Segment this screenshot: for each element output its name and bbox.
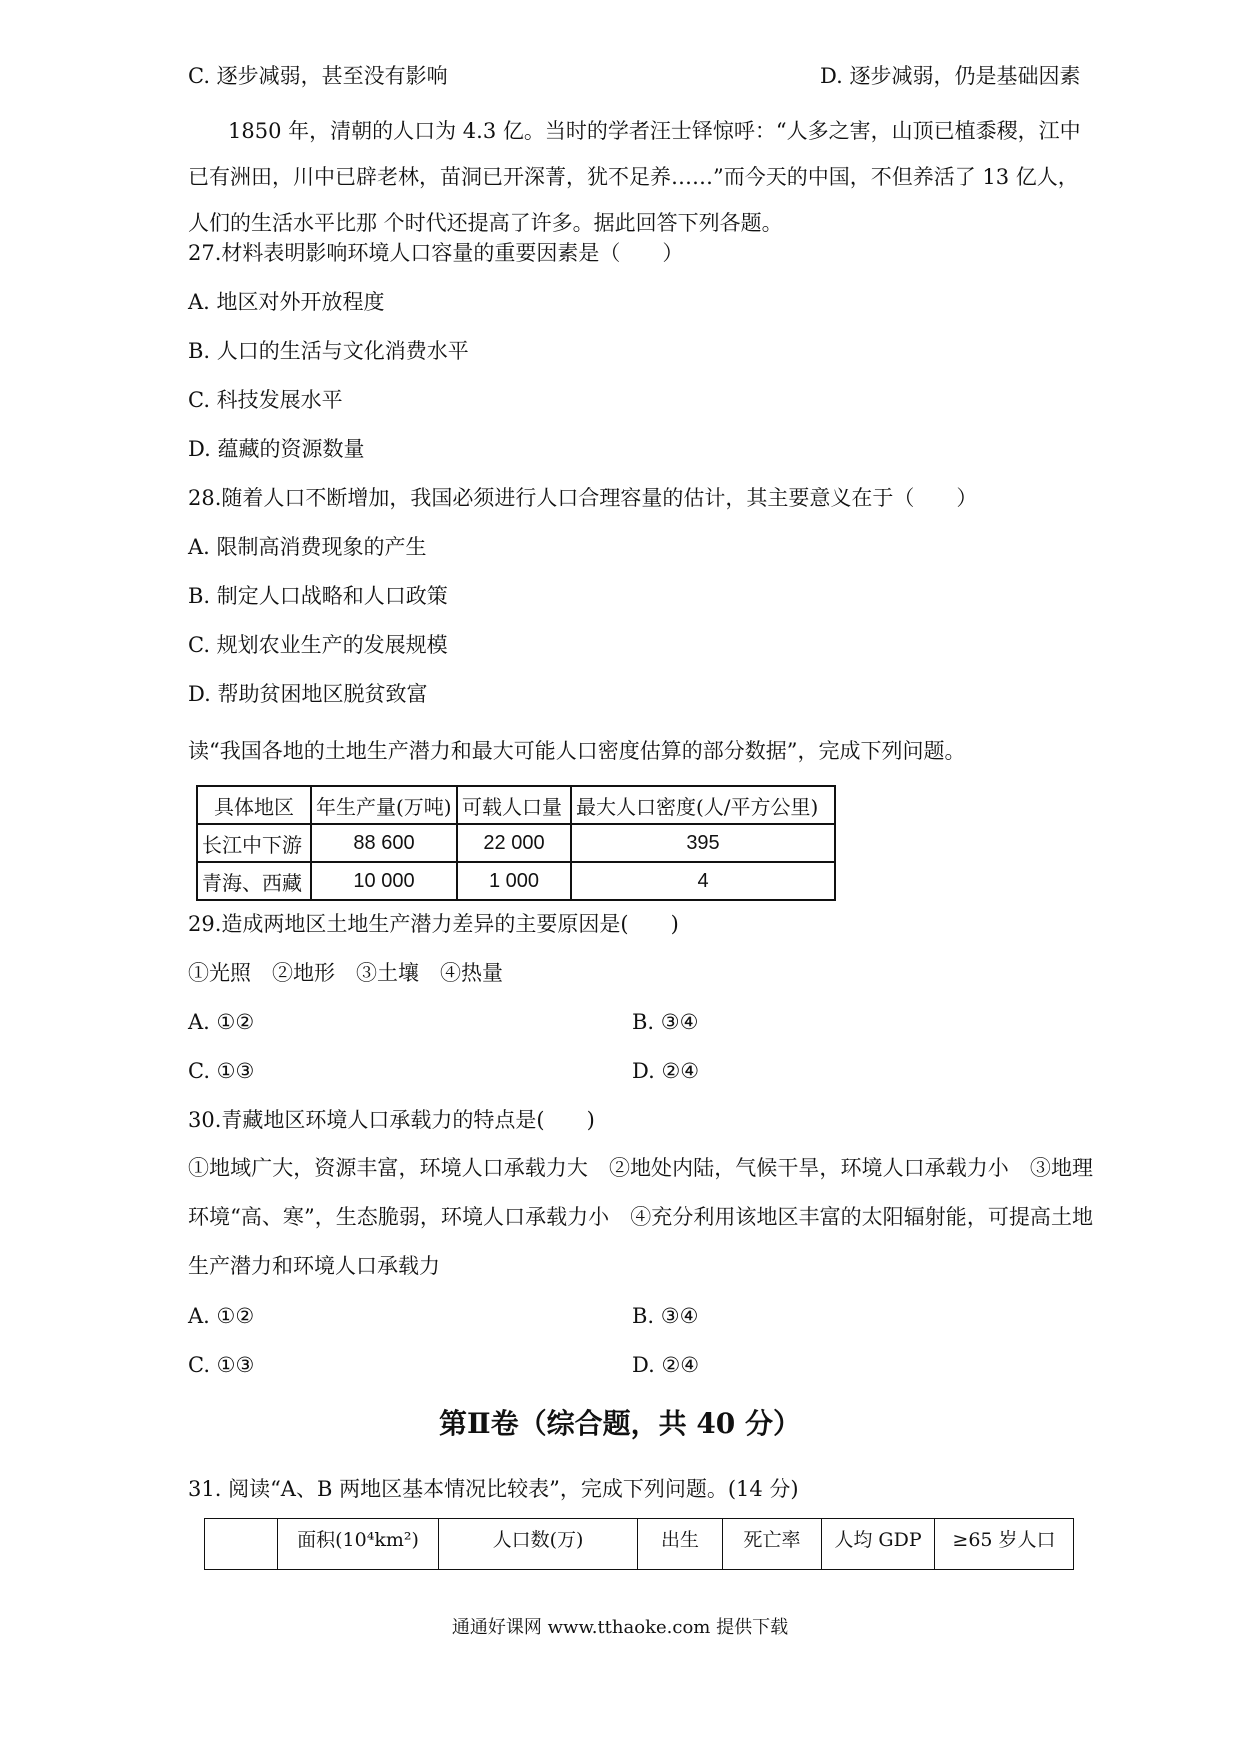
table-cell: 1 000	[457, 862, 571, 900]
question-31-stem: 31. 阅读“A、B 两地区基本情况比较表”，完成下列问题。(14 分)	[188, 1477, 799, 1501]
question-30-option-c: C. ①③	[188, 1353, 255, 1377]
question-30-items: ①地域广大，资源丰富，环境人口承载力大 ②地处内陆，气候干旱，环境人口承载力小 ③地理环境“高、寒”，生态脆弱，环境人口承载力小 ④充分利用该地区丰富的太阳辐射能，可提高土地生产潜力和环境人口承载力	[188, 1156, 1093, 1278]
question-28-option-c: C. 规划农业生产的发展规模	[188, 633, 448, 657]
table-header-cell: 最大人口密度(人/平方公里)	[571, 786, 835, 824]
reading-passage	[188, 108, 1093, 246]
question-30-option-b: B. ③④	[632, 1304, 699, 1328]
question-29-option-a: A. ①②	[188, 1010, 255, 1034]
table-header-row	[197, 786, 835, 824]
region-comparison-table	[204, 1518, 1074, 1570]
reading-passage-text: 1850 年，清朝的人口为 4.3 亿。当时的学者汪士铎惊呼：“人多之害，山顶已植黍稷，江中已有洲田，川中已辟老林，苗洞已开深菁，犹不足养……”而今天的中国，不但养活了 13 亿人，人们的生活水平比那 个时代还提高了许多。据此回答下列各题。	[188, 119, 1081, 235]
question-28-option-d: D. 帮助贫困地区脱贫致富	[188, 682, 428, 706]
table-row	[197, 824, 835, 862]
table-header-cell: 出生	[638, 1519, 723, 1570]
question-30-option-a: A. ①②	[188, 1304, 255, 1328]
table-header-row	[205, 1519, 1074, 1570]
section-title: 第Ⅱ卷（综合题，共 40 分）	[438, 1407, 802, 1440]
table-header-cell: ≥65 岁人口	[935, 1519, 1074, 1570]
question-27-option-a: A. 地区对外开放程度	[188, 290, 385, 314]
q26-option-d: D. 逐步减弱，仍是基础因素	[820, 64, 1081, 88]
table-header-cell: 人均 GDP	[822, 1519, 935, 1570]
question-30-stem: 30.青藏地区环境人口承载力的特点是( )	[188, 1108, 595, 1132]
table-cell: 长江中下游	[197, 824, 311, 862]
question-28-option-b: B. 制定人口战略和人口政策	[188, 584, 448, 608]
question-27-option-c: C. 科技发展水平	[188, 388, 343, 412]
question-29-option-b: B. ③④	[632, 1010, 699, 1034]
question-30-option-d: D. ②④	[632, 1353, 700, 1377]
question-29-option-c: C. ①③	[188, 1059, 255, 1083]
table-cell: 22 000	[457, 824, 571, 862]
table-cell: 10 000	[311, 862, 457, 900]
table-header-cell: 具体地区	[197, 786, 311, 824]
table-header-cell: 死亡率	[723, 1519, 822, 1570]
table-1-intro: 读“我国各地的土地生产潜力和最大可能人口密度估算的部分数据”，完成下列问题。	[188, 739, 966, 763]
question-29-stem: 29.造成两地区土地生产潜力差异的主要原因是( )	[188, 912, 679, 936]
table-cell: 395	[571, 824, 835, 862]
table-cell: 青海、西藏	[197, 862, 311, 900]
table-header-cell: 面积(10⁴km²)	[278, 1519, 439, 1570]
question-28-stem: 28.随着人口不断增加，我国必须进行人口合理容量的估计，其主要意义在于（ ）	[188, 486, 978, 510]
land-potential-table	[196, 785, 836, 901]
q26-option-c: C. 逐步减弱，甚至没有影响	[188, 64, 448, 88]
table-header-cell	[205, 1519, 278, 1570]
question-27-option-b: B. 人口的生活与文化消费水平	[188, 339, 469, 363]
table-header-cell: 可载人口量	[457, 786, 571, 824]
question-27-stem: 27.材料表明影响环境人口容量的重要因素是（ ）	[188, 241, 684, 265]
question-29-option-d: D. ②④	[632, 1059, 700, 1083]
question-27-option-d: D. 蕴藏的资源数量	[188, 437, 365, 461]
question-29-items: ①光照 ②地形 ③土壤 ④热量	[188, 961, 503, 985]
table-cell: 4	[571, 862, 835, 900]
question-28-option-a: A. 限制高消费现象的产生	[188, 535, 427, 559]
table-header-cell: 年生产量(万吨)	[311, 786, 457, 824]
table-header-cell: 人口数(万)	[439, 1519, 638, 1570]
table-cell: 88 600	[311, 824, 457, 862]
page-footer: 通通好课网 www.tthaoke.com 提供下载	[451, 1617, 789, 1638]
table-row	[197, 862, 835, 900]
